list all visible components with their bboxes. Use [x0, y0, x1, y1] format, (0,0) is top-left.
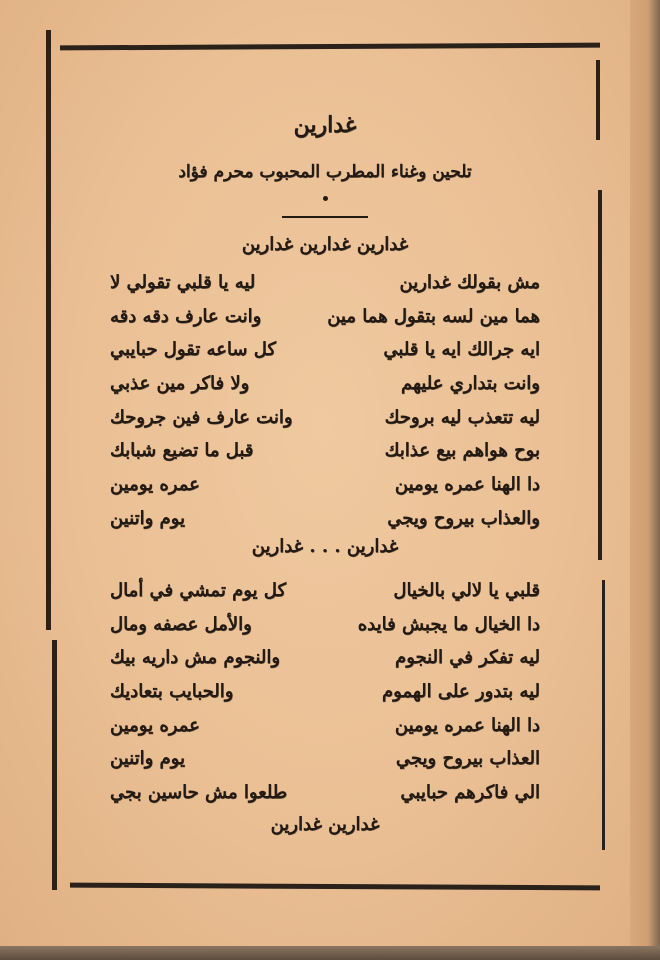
verse-right: دا الخيال ما يجبش فايده: [357, 613, 540, 635]
verse-right: ليه بتدور على الهموم: [382, 681, 540, 703]
verse-right: قلبي يا لالي بالخيال: [393, 580, 540, 601]
refrain-mid: غدارين . . . غدارين: [251, 536, 399, 557]
verse-left: يوم واتنين: [110, 748, 185, 770]
verse-left: والنجوم مش داريه بيك: [110, 647, 281, 669]
song-credits: تلحين وغناء المطرب المحبوب محرم فؤاد: [178, 162, 472, 182]
ornament-dot: [323, 196, 328, 201]
verse-left: والأمل عصفه ومال: [110, 613, 252, 635]
verse-left: وانت عارف دقه دقه: [110, 305, 262, 327]
verse-line: [110, 266, 540, 300]
verse-right: بوح هواهم بيع عذابك: [384, 440, 540, 462]
verse-left: عمره يومين: [110, 474, 200, 496]
song-title: غدارين: [293, 112, 357, 138]
verse-right: ايه جرالك ايه يا قلبي: [383, 339, 540, 361]
verse-left: يوم واتنين: [110, 507, 185, 529]
verse-left: كل يوم تمشي في أمال: [110, 580, 287, 601]
verse-left: كل ساعه تقول حبايبي: [110, 339, 276, 361]
verse-line: [110, 367, 540, 401]
border-right-top: [596, 60, 600, 140]
verse-right: مش بقولك غدارين: [399, 272, 540, 293]
verse-line: [110, 401, 540, 435]
verse-line: [110, 675, 540, 709]
border-right-lower: [602, 580, 605, 850]
verse-right: العذاب بيروح ويجي: [395, 748, 540, 770]
refrain-top: غدارين غدارين غدارين: [241, 234, 409, 255]
verse-right: ليه تتعذب ليه بروحك: [384, 406, 540, 428]
border-left-lower: [52, 640, 57, 890]
border-left: [46, 30, 51, 630]
border-right: [598, 190, 602, 560]
paper-edge: [630, 0, 660, 960]
verse-right: هما مين لسه بتقول هما مين: [327, 305, 540, 327]
verse-left: ليه يا قلبي تقولي لا: [110, 272, 256, 293]
verse-left: ولا فاكر مين عذبي: [110, 373, 250, 395]
verse-line: [110, 709, 540, 743]
verse-right: وانت بتداري عليهم: [401, 373, 540, 395]
verse-line: [110, 434, 540, 468]
verse-left: وانت عارف فين جروحك: [110, 406, 293, 428]
verse-left: قبل ما تضيع شبابك: [110, 440, 254, 462]
verse-line: [110, 502, 540, 536]
verse-left: عمره يومين: [110, 714, 200, 736]
verse-line: [110, 300, 540, 334]
verse-line: [110, 574, 540, 608]
stanza-2: [110, 574, 540, 810]
background-strip: [0, 946, 660, 960]
verse-line: [110, 333, 540, 367]
verse-line: [110, 776, 540, 810]
verse-line: [110, 641, 540, 675]
verse-right: دا الهنا عمره يومين: [394, 474, 540, 496]
verse-right: دا الهنا عمره يومين: [394, 714, 540, 736]
verse-line: [110, 608, 540, 642]
verse-right: ليه تفكر في النجوم: [395, 647, 540, 669]
title-divider: [282, 216, 368, 218]
verse-left: والحبايب بتعاديك: [110, 681, 234, 703]
refrain-end: غدارين غدارين: [270, 814, 380, 835]
verse-line: [110, 468, 540, 502]
verse-right: والعذاب بيروح ويجي: [387, 507, 540, 529]
verse-right: الي فاكرهم حبايبي: [400, 782, 540, 804]
verse-left: طلعوا مش حاسين بجي: [110, 782, 288, 804]
stanza-1: [110, 266, 540, 536]
verse-line: [110, 742, 540, 776]
